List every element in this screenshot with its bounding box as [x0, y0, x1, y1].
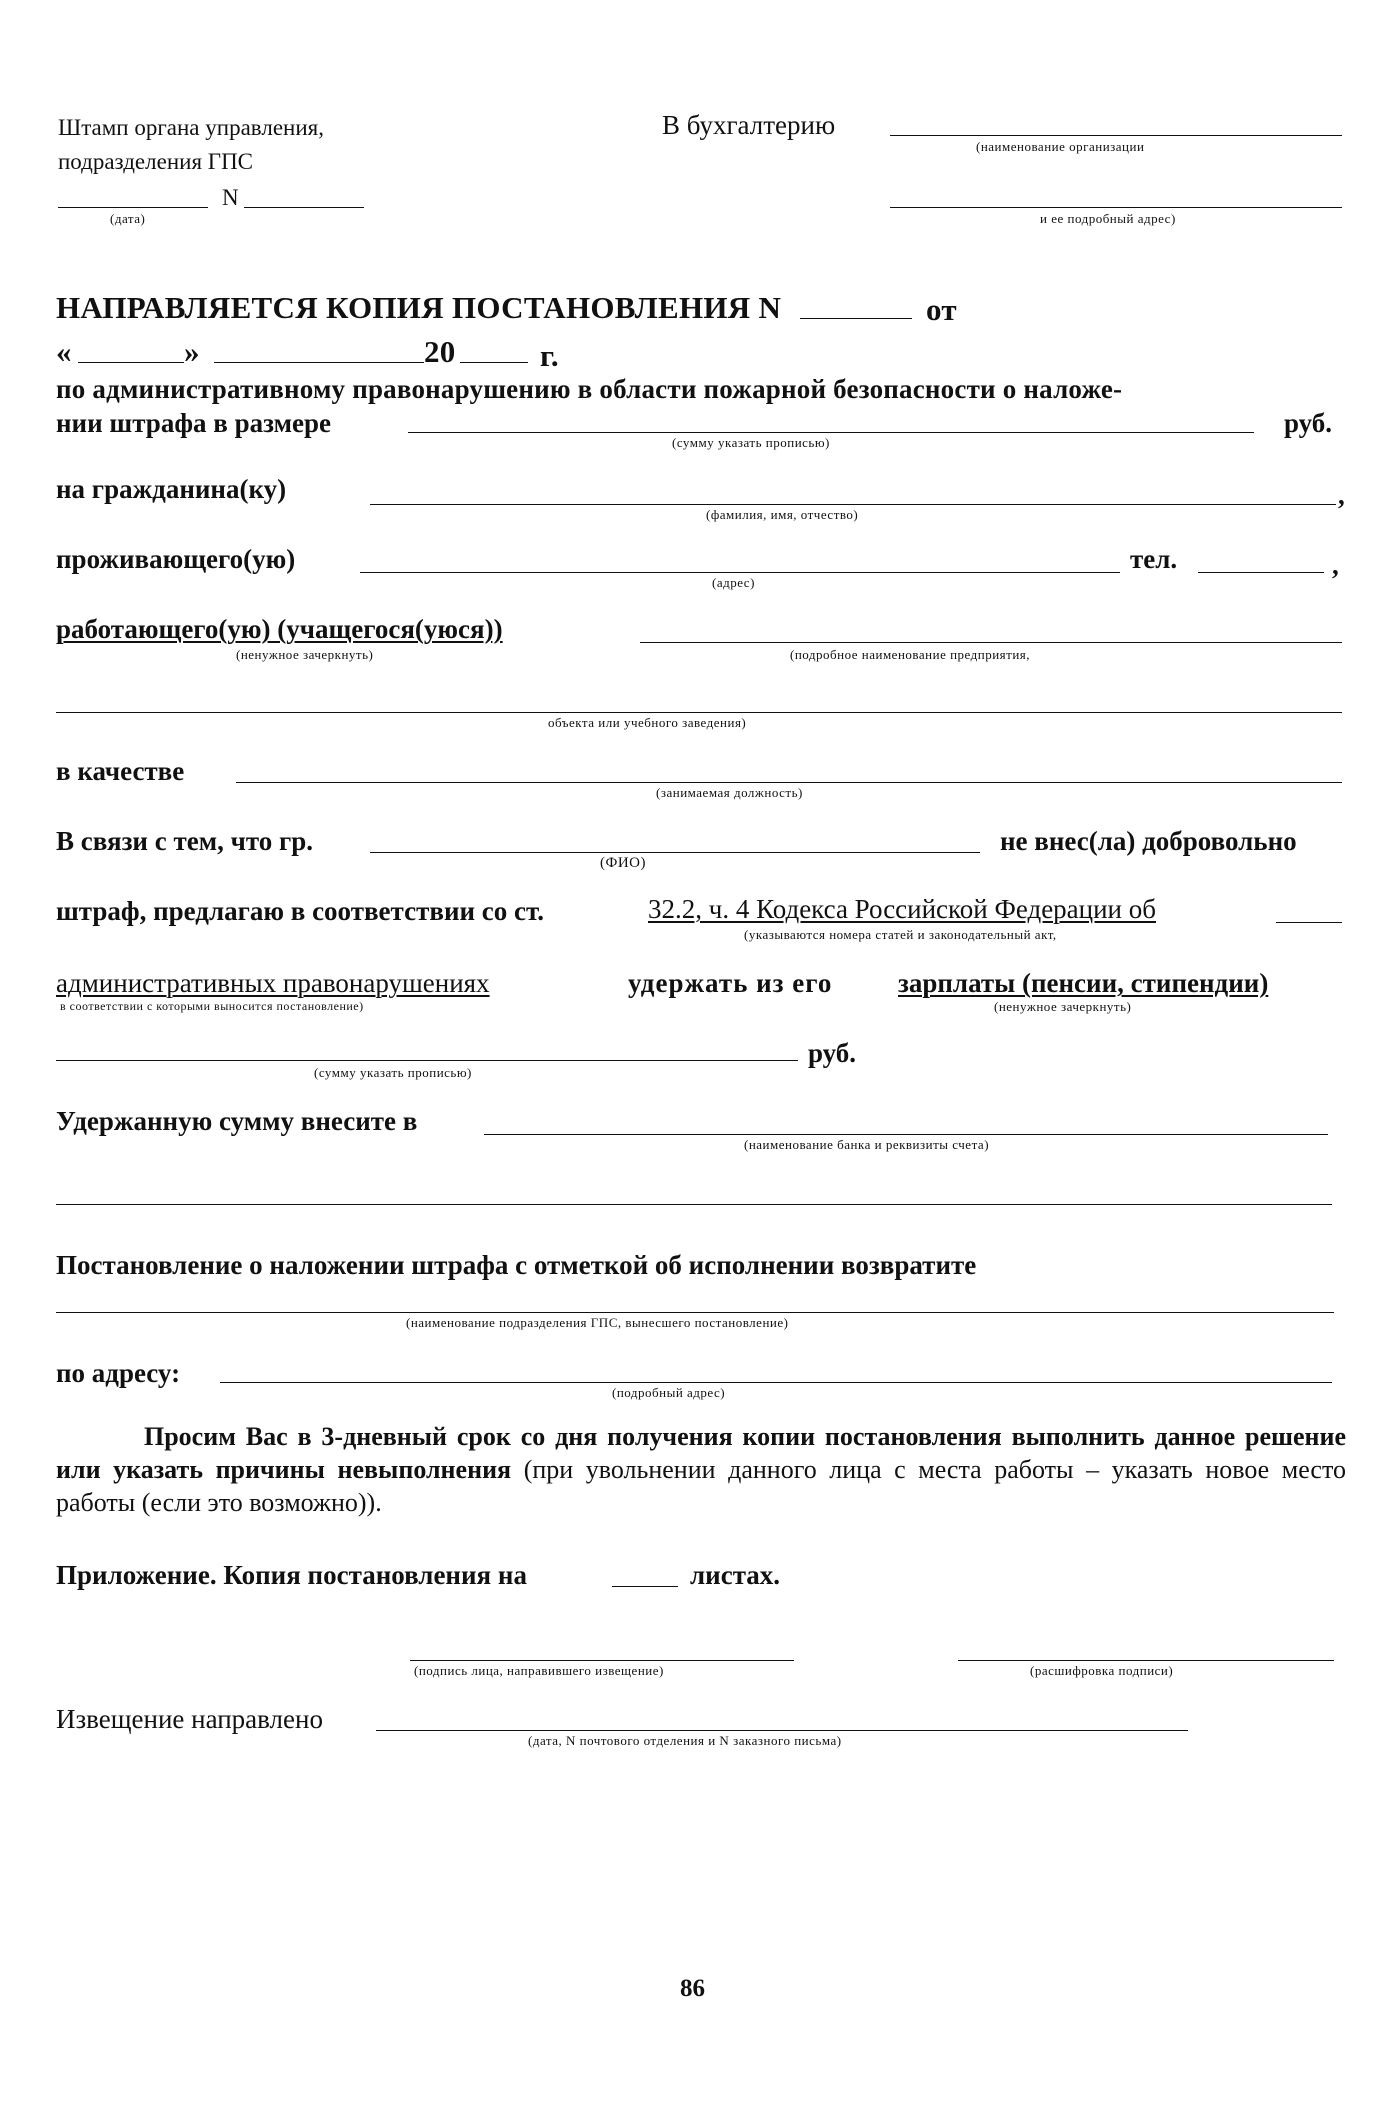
- stamp-date-line[interactable]: [58, 207, 208, 208]
- stamp-label-line2: подразделения ГПС: [58, 149, 254, 174]
- rub-label: руб.: [1284, 408, 1333, 438]
- citizen-label: на гражданина(ку): [56, 474, 287, 504]
- stamp-number-line[interactable]: [244, 207, 364, 208]
- residing-label: проживающего(ую): [56, 544, 296, 574]
- sheets-count-line[interactable]: [612, 1586, 678, 1587]
- position-caption: (занимаемая должность): [656, 785, 803, 800]
- deduct-amount-caption: (сумму указать прописью): [314, 1065, 472, 1080]
- to-accounting-label: В бухгалтерию: [662, 110, 836, 140]
- deduct-amount-line[interactable]: [56, 1060, 798, 1061]
- document-title: НАПРАВЛЯЕТСЯ КОПИЯ ПОСТАНОВЛЕНИЯ N: [56, 290, 782, 325]
- enterprise-continuation-line[interactable]: [56, 712, 1342, 713]
- salary-strike-caption: (ненужное зачеркнуть): [994, 999, 1132, 1014]
- gps-unit-caption: (наименование подразделения ГПС, вынесшего постановление): [406, 1315, 789, 1330]
- citizen-name-line[interactable]: [370, 504, 1336, 505]
- bank-caption: (наименование банка и реквизиты счета): [744, 1137, 990, 1152]
- gps-unit-line[interactable]: [56, 1312, 1334, 1313]
- page-number: 86: [680, 1975, 705, 2002]
- because-label: В связи с тем, что гр.: [56, 826, 314, 856]
- stamp-date-caption: (дата): [110, 211, 146, 226]
- position-label: в качестве: [56, 756, 185, 786]
- day-line[interactable]: [78, 362, 184, 363]
- organization-address-caption: и ее подробный адрес): [1040, 211, 1176, 226]
- year-suffix: г.: [540, 338, 559, 373]
- title-from-label: от: [926, 292, 957, 327]
- fine-propose-text: штраф, предлагаю в соответствии со ст.: [56, 896, 545, 926]
- residence-address-caption: (адрес): [712, 575, 755, 590]
- notice-details-line[interactable]: [376, 1730, 1188, 1731]
- year-prefix: 20: [424, 334, 456, 369]
- sheets-label: листах.: [690, 1560, 781, 1590]
- phone-line[interactable]: [1198, 572, 1324, 573]
- quote-close: »: [184, 334, 200, 369]
- salary-options-text: зарплаты (пенсии, стипендии): [898, 968, 1269, 998]
- article-text: 32.2, ч. 4 Кодекса Российской Федерации об: [648, 894, 1156, 924]
- enterprise-line[interactable]: [640, 642, 1342, 643]
- residence-address-line[interactable]: [360, 572, 1120, 573]
- phone-comma: ,: [1332, 550, 1339, 580]
- deduct-label: удержать из его: [628, 968, 833, 998]
- signature-line[interactable]: [410, 1660, 794, 1661]
- not-paid-text: не внес(ла) добровольно: [1000, 826, 1297, 856]
- phone-label: тел.: [1130, 544, 1178, 574]
- article-tail-line[interactable]: [1276, 922, 1342, 923]
- notice-details-caption: (дата, N почтового отделения и N заказного письма): [528, 1733, 842, 1748]
- offender-name-caption: (ФИО): [600, 855, 647, 871]
- articles-caption: (указываются номера статей и законодательный акт,: [744, 927, 1057, 942]
- organization-line[interactable]: [890, 135, 1342, 136]
- quote-open: «: [56, 334, 72, 369]
- signature-caption: (подпись лица, направившего извещение): [414, 1663, 664, 1678]
- year-line[interactable]: [460, 362, 528, 363]
- notice-sent-label: Извещение направлено: [56, 1704, 323, 1734]
- enterprise-continuation-caption: объекта или учебного заведения): [548, 715, 747, 730]
- offence-text-line2: нии штрафа в размере: [56, 408, 331, 438]
- position-line[interactable]: [236, 782, 1342, 783]
- return-address-line[interactable]: [220, 1382, 1332, 1383]
- organization-caption: (наименование организации: [976, 139, 1145, 154]
- return-address-caption: (подробный адрес): [612, 1385, 726, 1400]
- attachment-label: Приложение. Копия постановления на: [56, 1560, 527, 1590]
- bank-continuation-line-1[interactable]: [56, 1204, 476, 1205]
- offender-name-line[interactable]: [370, 852, 980, 853]
- rub-label-2: руб.: [808, 1038, 857, 1068]
- return-text: Постановление о наложении штрафа с отметкой об исполнении возвратите: [56, 1250, 977, 1280]
- resolution-number-line[interactable]: [800, 318, 912, 319]
- working-strike-caption: (ненужное зачеркнуть): [236, 647, 374, 662]
- request-paragraph: [56, 1420, 1346, 1519]
- according-caption: в соответствии с которыми выносится постановление): [60, 999, 364, 1013]
- working-studying-label: работающего(ую) (учащегося(уюся)): [56, 614, 503, 644]
- stamp-number-label: N: [222, 185, 239, 210]
- fine-amount-line[interactable]: [408, 432, 1254, 433]
- fine-amount-caption: (сумму указать прописью): [672, 435, 830, 450]
- request-regular-text: (при увольнении данного лица с места работы – указать новое место работы (если это возможно)).: [56, 1455, 1346, 1517]
- month-line[interactable]: [214, 362, 424, 363]
- citizen-name-caption: (фамилия, имя, отчество): [706, 507, 859, 522]
- organization-address-line[interactable]: [890, 207, 1342, 208]
- bank-continuation-line-2[interactable]: [456, 1204, 1332, 1205]
- signature-decode-caption: (расшифровка подписи): [1030, 1663, 1174, 1678]
- offence-text-line1: по административному правонарушению в области пожарной безопасности о наложе-: [56, 374, 1123, 404]
- signature-decode-line[interactable]: [958, 1660, 1334, 1661]
- admin-offences-text: административных правонарушениях: [56, 968, 490, 998]
- bank-line[interactable]: [484, 1134, 1328, 1135]
- citizen-comma: ,: [1338, 480, 1345, 510]
- enterprise-caption: (подробное наименование предприятия,: [790, 647, 1031, 662]
- deposit-label: Удержанную сумму внесите в: [56, 1106, 418, 1136]
- stamp-label-line1: Штамп органа управления,: [58, 115, 324, 140]
- request-bold-text: Просим Вас в 3-дневный срок со дня получения копии постановления выполнить данное решение или указать причины невыполнения: [56, 1422, 1346, 1484]
- return-address-label: по адресу:: [56, 1358, 181, 1388]
